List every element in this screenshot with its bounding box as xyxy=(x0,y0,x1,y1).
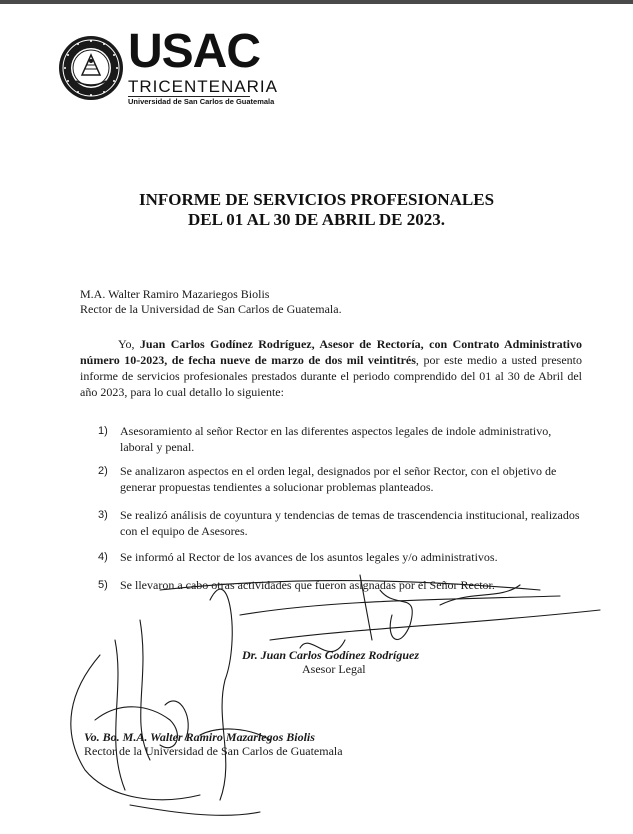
list-item-number: 2) xyxy=(98,465,108,477)
brand-tagline: Universidad de San Carlos de Guatemala xyxy=(128,97,275,106)
report-title-line2: DEL 01 AL 30 DE ABRIL DE 2023. xyxy=(188,210,445,229)
list-item-text: Se realizó análisis de coyuntura y tendencias de temas de trascendencia institucional, realizados con el equipo de Asesores. xyxy=(120,508,580,538)
letterhead xyxy=(58,25,278,107)
list-item-number: 3) xyxy=(98,509,108,521)
report-title-line1: INFORME DE SERVICIOS PROFESIONALES xyxy=(138,190,495,209)
body-paragraph xyxy=(80,336,582,400)
brand-name: USAC xyxy=(128,25,261,78)
list-item-text: Se analizaron aspectos en el orden legal, designados por el señor Rector, con el objetivo de generar propuestas tendientes a solucionar problemas planteados. xyxy=(120,464,557,494)
list-item-text: Se llevaron a cabo otras actividades que fueron asignadas por el Señor Rector. xyxy=(120,578,495,592)
list-item-text: Asesoramiento al señor Rector en las diferentes aspectos legales de indole administrativo, laboral y penal. xyxy=(120,424,552,454)
signatory-name: Dr. Juan Carlos Godínez Rodríguez xyxy=(242,648,420,662)
window-top-bar xyxy=(0,0,633,4)
approval-title: Rector de la Universidad de San Carlos de Guatemala xyxy=(84,744,343,758)
body-intro: Yo, xyxy=(118,337,140,351)
university-seal-icon xyxy=(58,35,124,101)
brand-subtitle: TRICENTENARIA xyxy=(128,77,278,96)
list-item-number: 4) xyxy=(98,551,108,563)
list-item-number: 5) xyxy=(98,579,108,591)
list-item-text: Se informó al Rector de los avances de los asuntos legales y/o administrativos. xyxy=(120,550,498,564)
addressee-name: M.A. Walter Ramiro Mazariegos Biolis xyxy=(80,287,270,301)
body-rest: , por este medio a usted presento informe de servicios profesionales prestados durante el periodo comprendido del 01 al 30 de Abril del año 2023, para lo cual detallo lo siguiente: xyxy=(80,353,582,399)
approval-name: Vo. Bo. M.A. Walter Ramiro Mazariegos Biolis xyxy=(84,730,315,744)
addressee-position: Rector de la Universidad de San Carlos de Guatemala. xyxy=(80,302,342,316)
signatory-title: Asesor Legal xyxy=(302,662,366,676)
list-item-number: 1) xyxy=(98,425,108,437)
body-bold: Juan Carlos Godínez Rodríguez, Asesor de Rectoría, con Contrato Administrativo número 10-2023, de fecha nueve de marzo de dos mil veintitrés xyxy=(80,337,583,367)
